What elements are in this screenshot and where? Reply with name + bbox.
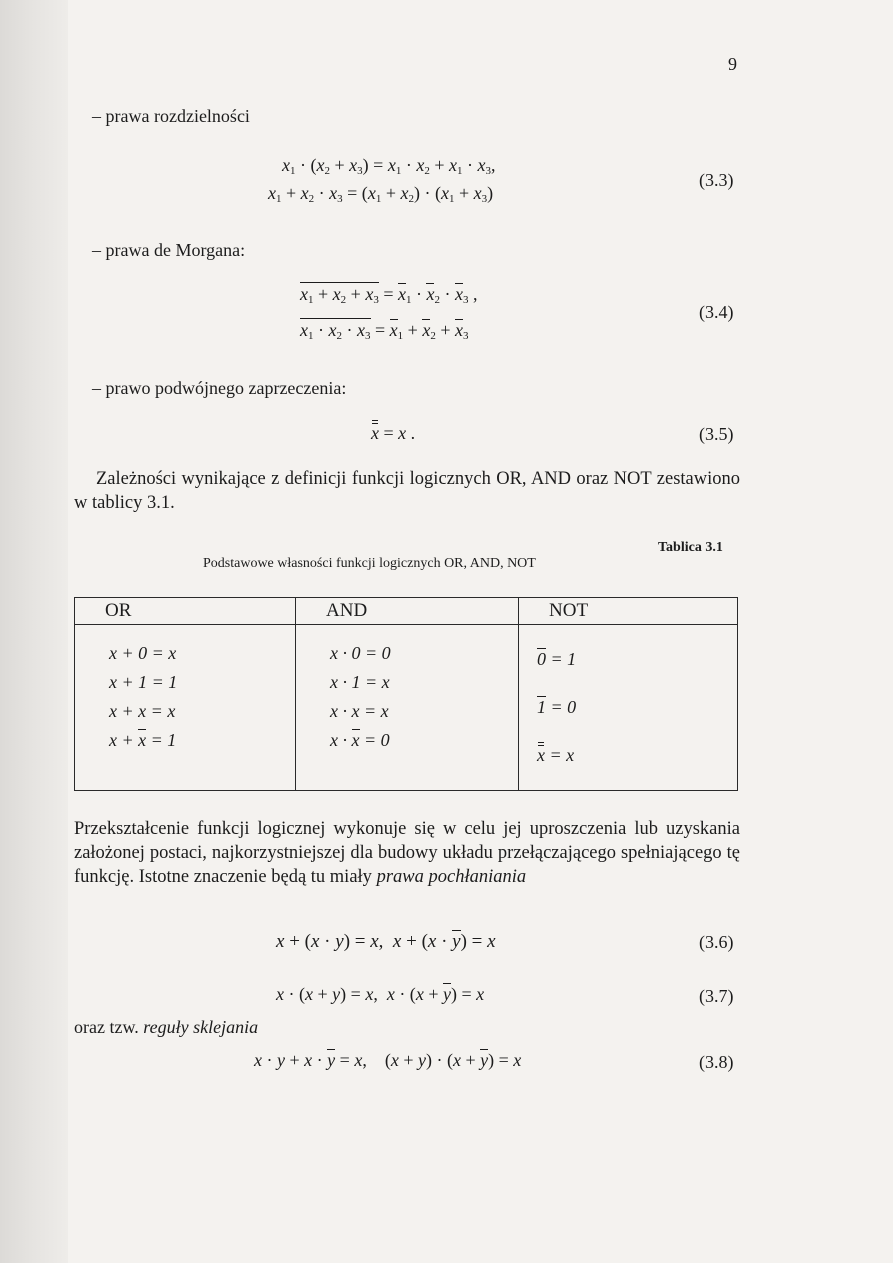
equation-number-3-7: (3.7) [699,986,734,1006]
paragraph-merging-text: oraz tzw. [74,1017,144,1037]
table-number: Tablica 3.1 [658,540,723,555]
table-cell-or [75,625,296,791]
equation-3-4-line-1: $x_1 + x_2 + x_3 = x_1 \cdot x_2 \cdot x_3$ , [300,284,478,306]
properties-table [74,597,738,791]
merging-rules-term: reguły sklejania [143,1017,259,1037]
or-identity-0: x + 0 = x [109,643,177,663]
equation-3-4-line-2: $x_1 \cdot x_2 \cdot x_3 = x_1 + x_2 + x_3$ [300,320,469,342]
or-complement: x + x = 1 [109,730,177,750]
equation-3-7: x · (x + y) = x, x · (x + y) = x [276,984,485,1004]
not-zero: 0 = 1 [537,649,577,669]
equation-number-3-6: (3.6) [699,932,734,952]
equation-number-3-4: (3.4) [699,302,734,322]
or-idempotent: x + x = x [109,701,176,721]
or-identity-1: x + 1 = 1 [109,672,178,692]
not-double: x = x [537,735,737,783]
paragraph-absorption-text: Przekształcenie funkcji logicznej wykonuje się w celu jej uproszczenia lub uzyskania założonej postaci, najkorzystniejszej dla budowy układu przełączającego spełniającego tę funkcję. Istotne znaczenie będą tu miały [74,819,740,887]
table-caption: Podstawowe własności funkcji logicznych OR, AND, NOT [203,556,536,571]
equation-number-3-8: (3.8) [699,1052,734,1072]
table-header-not: NOT [519,598,738,625]
table-cell-and [296,625,519,791]
paragraph-table-intro: Zależności wynikające z definicji funkcji logicznych OR, AND oraz NOT zestawiono w tablicy 3.1. [74,469,740,513]
and-idempotent: x · x = x [330,701,389,721]
equation-3-3-line-2: $x_1 + x_2 \cdot x_3 = (x_1 + x_2) \cdot (x_1 + x_3)$ [268,183,494,205]
equation-3-6: x + (x · y) = x, x + (x · y) = x [276,931,496,952]
absorption-laws-term: prawa pochłaniania [376,867,527,887]
and-identity-0: x · 0 = 0 [330,643,391,663]
demorgan-label: – prawa de Morgana: [92,240,246,260]
table-header-and: AND [296,598,519,625]
and-identity-1: x · 1 = x [330,672,390,692]
distributive-laws-label: – prawa rozdzielności [92,106,250,126]
double-negation-label: – prawo podwójnego zaprzeczenia: [92,378,347,398]
equation-number-3-3: (3.3) [699,170,734,190]
table-header-or: OR [75,598,296,625]
table-cell-not [519,625,738,791]
equation-3-3-line-1: $x_1 \cdot (x_2 + x_3) = x_1 \cdot x_2 + x_1 \cdot x_3$, [282,155,496,177]
paragraph-absorption-intro [74,817,740,889]
and-complement: x · x = 0 [330,730,390,750]
page-number: 9 [728,54,737,74]
paragraph-merging-intro [74,1017,258,1038]
equation-3-8: x · y + x · y = x, (x + y) · (x + y) = x [254,1050,522,1070]
not-one: 1 = 0 [537,697,577,717]
equation-3-5: x = x . [371,420,415,444]
equation-number-3-5: (3.5) [699,424,734,444]
